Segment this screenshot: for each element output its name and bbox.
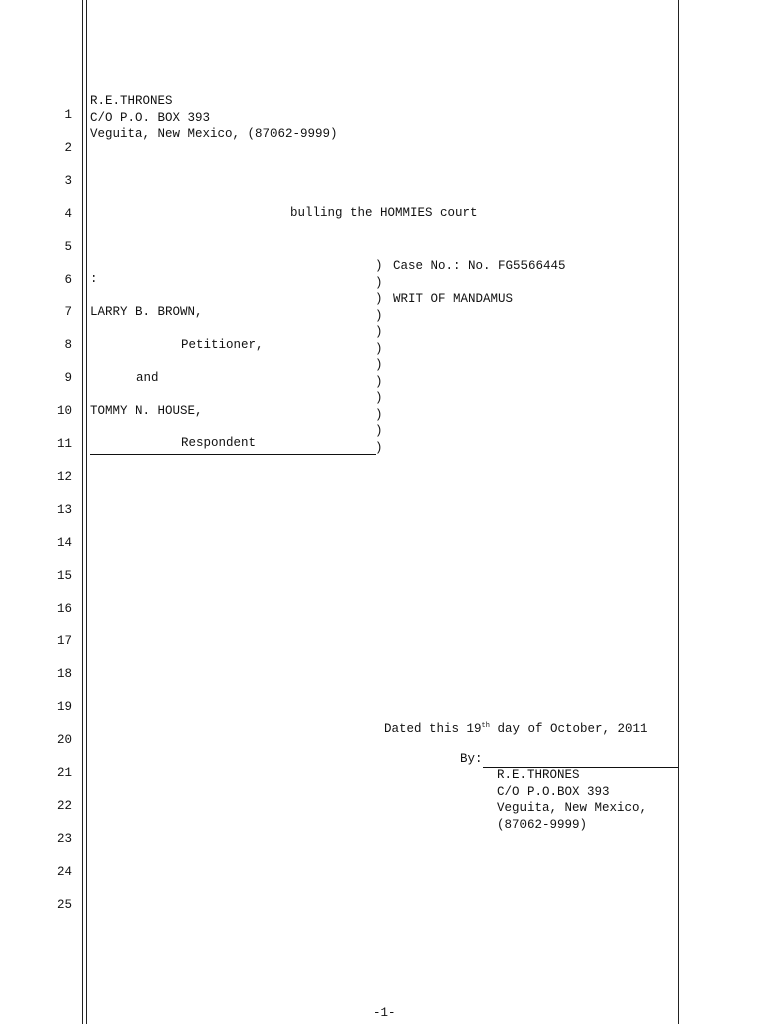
caption-parenthesis-column: [375, 258, 383, 456]
respondent-name: TOMMY N. HOUSE,: [90, 404, 203, 418]
signature-name: R.E.THRONES: [497, 768, 580, 782]
caption-parenthesis: ): [375, 275, 383, 290]
line-number: 10: [56, 404, 72, 419]
line-number: 21: [56, 766, 72, 780]
caption-parenthesis: ): [375, 341, 383, 356]
line-number: 3: [64, 173, 72, 188]
page-number: -1-: [373, 1006, 396, 1020]
line-number: 6: [64, 272, 72, 287]
caption-underline: [90, 454, 376, 455]
line-number: 15: [56, 568, 72, 583]
signature-by-label: By:: [460, 752, 483, 766]
case-number: Case No.: No. FG5566445: [393, 259, 566, 273]
sender-block: [90, 93, 338, 143]
caption-parenthesis: ): [375, 374, 383, 389]
caption-parenthesis: ): [375, 308, 383, 323]
line-number: 18: [56, 667, 72, 682]
caption-parenthesis: ): [375, 325, 383, 339]
line-number: 12: [56, 469, 72, 484]
signature-address-line3: (87062-9999): [497, 817, 588, 832]
signature-block: [497, 767, 647, 833]
dated-rest: day of October, 2011: [489, 722, 648, 736]
line-number: 4: [64, 206, 72, 221]
dated-prefix: Dated this 19: [384, 722, 482, 736]
caption-colon: :: [90, 272, 98, 286]
line-number: 8: [64, 338, 72, 353]
document-title: WRIT OF MANDAMUS: [393, 292, 514, 306]
sender-name: R.E.THRONES: [90, 94, 173, 108]
line-number: 5: [64, 239, 72, 254]
caption-parenthesis: ): [375, 424, 383, 438]
line-number: 14: [56, 535, 72, 550]
signature-address-line1: C/O P.O.BOX 393: [497, 784, 610, 799]
margin-line-right: [678, 0, 679, 1024]
line-number: 2: [64, 140, 72, 155]
margin-line-left-inner: [86, 0, 87, 1024]
sender-address-line2: Veguita, New Mexico, (87062-9999): [90, 127, 338, 141]
line-number: 25: [56, 897, 72, 912]
caption-parenthesis: ): [375, 440, 383, 455]
line-number: 20: [56, 733, 72, 748]
caption-parenthesis: ): [375, 292, 383, 306]
line-number: 16: [56, 601, 72, 616]
caption-parenthesis: ): [375, 358, 383, 372]
line-number: 7: [64, 305, 72, 320]
caption-and: and: [136, 371, 159, 385]
respondent-role: Respondent: [181, 436, 257, 450]
line-number: 1: [64, 108, 72, 122]
petitioner-role: Petitioner,: [181, 338, 264, 352]
line-number: 13: [56, 502, 72, 517]
line-number: 19: [56, 700, 72, 715]
caption-parenthesis: ): [375, 407, 383, 422]
sender-address-line1: C/O P.O. BOX 393: [90, 110, 211, 125]
signature-address-line2: Veguita, New Mexico,: [497, 801, 648, 815]
petitioner-name: LARRY B. BROWN,: [90, 305, 203, 319]
dated-ordinal-suffix: th: [481, 722, 490, 730]
line-number: 9: [64, 371, 72, 386]
caption-parenthesis: ): [375, 259, 383, 273]
line-number: 17: [56, 634, 72, 649]
line-number: 23: [56, 831, 72, 846]
margin-line-left-outer: [82, 0, 83, 1024]
dated-line: [384, 718, 647, 738]
line-number: 22: [56, 798, 72, 813]
line-number: 11: [56, 437, 72, 451]
court-title: bulling the HOMMIES court: [290, 206, 478, 220]
line-number: 24: [56, 864, 72, 879]
caption-parenthesis: ): [375, 391, 383, 405]
